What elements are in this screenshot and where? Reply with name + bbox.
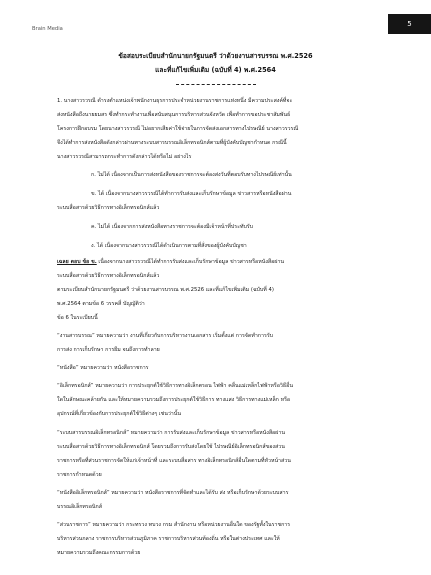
answer-line: ใดในลักษณะคล้ายกัน และให้หมายความรวมถึงการประยุกต์ใช้วิธีการ ทางแสง วิธีการทางแม่เหล็ก หรือ bbox=[57, 397, 291, 403]
question-line: ส่งหนังสือถึงนายยมสร ซึ่งทำกระทำงานเพื่อสนับสนุนการบริหารส่วนจังหวัด เพื่อทำการขอประชาสัมพันธ์ bbox=[57, 112, 291, 118]
answer-line: หมายความรวมถึงคณะกรรมการด้วย bbox=[57, 550, 141, 556]
answer-line: การส่ง การเก็บรักษา การยืม จนถึงการทำลาย bbox=[57, 347, 160, 353]
answer-first-line bbox=[57, 259, 284, 266]
answer-line: ตามระเบียบสำนักนายกรัฐมนตรี ว่าด้วยงานสารบรรณ พ.ศ.2526 และที่แก้ไขเพิ่มเติม (ฉบับที่ 4) bbox=[57, 287, 274, 293]
answer-line: “ส่วนราชการ” หมายความว่า กระทรวง ทบวง กรม สำนักงาน หรือหน่วยงานอื่นใด ของรัฐทั้งในราชการ bbox=[57, 522, 291, 528]
document-title-line-2: และที่แก้ไขเพิ่มเติม (ฉบับที่ 4) พ.ศ.2564 bbox=[155, 66, 276, 74]
page-number-badge: 5 bbox=[388, 14, 431, 34]
choice-b-continued: ระบบสื่อสารด้วยวิธีการทางอิเล็กทรอนิกส์แล้ว bbox=[57, 205, 160, 211]
answer-label: เฉลย ตอบ ข้อ ข. bbox=[57, 259, 97, 265]
question-line: โครงการฝึกอบรม โดยนางสาวรวรณี ไม่อยากเสียค่าใช้จ่ายในการจัดส่งเอกสารทางไปรษณีย์ นางสาวรวรณี bbox=[57, 126, 299, 132]
answer-line: ระบบสื่อสารด้วยวิธีการทางอิเล็กทรอนิกส์แล้ว bbox=[57, 273, 160, 279]
question-line: 1. นางสาวรวรณี ดำรงตำแหน่งเจ้าพนักงานธุรการประจำหน่วยงานราชการแห่งหนึ่ง มีความประสงค์ที่จะ bbox=[57, 98, 293, 104]
header-brand: Brain Media bbox=[32, 26, 63, 32]
answer-line: ระบบสื่อสารด้วยวิธีการทางอิเล็กทรอนิกส์ โดยรวมถึงการรับส่งโดยใช้ ไปรษณีย์อิเล็กทรอนิกส์ของส่วน bbox=[57, 444, 285, 450]
answer-line: บรรณอิเล็กทรอนิกส์ bbox=[57, 504, 102, 510]
title-divider bbox=[176, 84, 256, 85]
question-line: นางสาวรวรณีสามารถกระทำการดังกล่าวได้หรือไม่ อย่างไร bbox=[57, 154, 192, 160]
answer-line: “หนังสืออิเล็กทรอนิกส์” หมายความว่า หนังสือราชการที่จัดทำและได้รับ ส่ง หรือเก็บรักษาด้วยระบบสาร bbox=[57, 490, 289, 496]
answer-line: เนื่องจากนางสาวรวรณีได้ทำการรับส่งและเก็บรักษาข้อมูล ข่าวสารหรือหนังสือผ่าน bbox=[96, 259, 285, 265]
answer-line: ราชการหรือที่ส่วนราชการจัดให้แก่เจ้าหน้าที่ และระบบสื่อสาร ทางอิเล็กทรอนิกส์อื่นใดตามที่หัวหน้าส่วน bbox=[57, 458, 291, 464]
document-title-line-1: ข้อสอบระเบียบสำนักนายกรัฐมนตรี ว่าด้วยงานสารบรรณ พ.ศ.2526 bbox=[118, 52, 313, 60]
answer-line: ราชการกำหนดด้วย bbox=[57, 472, 102, 478]
choice-a: ก. ไม่ได้ เนื่องจากเป็นการส่งหนังสือของราชการจะต้องส่งวันที่ตอบรับทางไปรษณีย์เท่านั้น bbox=[91, 172, 292, 178]
answer-line: พ.ศ.2564 ตามข้อ 6 วรรคสี่ บัญญัติว่า bbox=[57, 301, 145, 307]
answer-line: อุปกรณ์ที่เกี่ยวข้องกับการประยุกต์ใช้วิธีต่างๆ เช่นว่านั้น bbox=[57, 411, 182, 417]
choice-c: ค. ไม่ได้ เนื่องจากการส่งหนังสือทางราชการจะต้องมีเจ้าหน้าที่ประทับรับ bbox=[91, 224, 254, 230]
choice-b: ข. ได้ เนื่องจากนางสาวรวรณีได้ทำการรับส่งและเก็บรักษาข้อมูล ข่าวสารหรือหนังสือผ่าน bbox=[91, 191, 292, 197]
answer-line: “หนังสือ” หมายความว่า หนังสือราชการ bbox=[57, 365, 149, 371]
question-line: จึงได้ทำการส่งหนังสือดังกล่าวผ่านทางระบบสารบรรณอิเล็กทรอนิกส์ตามที่ผู้บังคับบัญชากำหนด กรณีนี้ bbox=[57, 140, 287, 146]
answer-line: “งานสารบรรณ” หมายความว่า งานที่เกี่ยวกับการบริหารงานเอกสาร เริ่มตั้งแต่ การจัดทำการรับ bbox=[57, 333, 274, 339]
answer-line: “อิเล็กทรอนิกส์” หมายความว่า การประยุกต์ใช้วิธีการทางอิเล็กตรอน ไฟฟ้า คลื่นแม่เหล็กไฟฟ้าหรือวิธีอื่น bbox=[57, 383, 293, 389]
answer-line: บริหารส่วนกลาง ราชการบริหารส่วนภูมิภาค ราชการบริหารส่วนท้องถิ่น หรือในต่างประเทศ และให้ bbox=[57, 536, 280, 542]
answer-line: ข้อ 6 ในระเบียบนี้ bbox=[57, 315, 98, 321]
answer-line: “ระบบสารบรรณอิเล็กทรอนิกส์” หมายความว่า การรับส่งและเก็บรักษาข้อมูล ข่าวสารหรือหนังสือผ่าน bbox=[57, 430, 285, 436]
choice-d: ง. ได้ เนื่องจากนางสาวรวรณีได้ดำเนินการตามที่สั่งของผู้บังคับบัญชา bbox=[91, 243, 247, 249]
